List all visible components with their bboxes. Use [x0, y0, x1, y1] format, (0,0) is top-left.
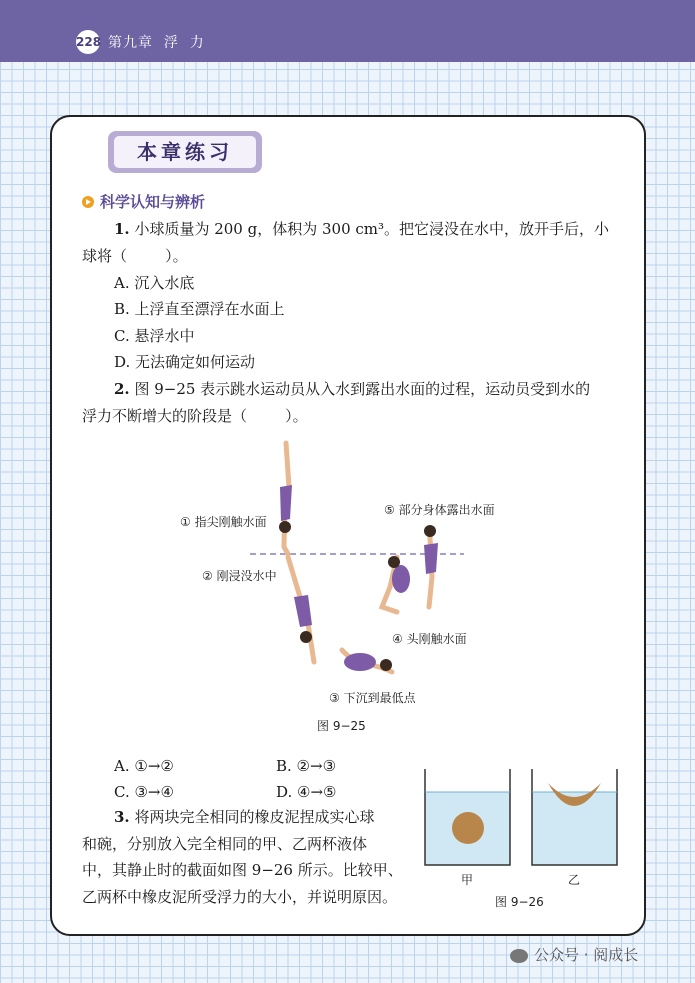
- label-stage-2: ② 刚浸没水中: [202, 569, 277, 583]
- q3-line4: 乙两杯中橡皮泥所受浮力的大小，并说明原因。: [82, 888, 398, 906]
- q1-option-d: D. 无法确定如何运动: [114, 353, 256, 371]
- cup-jia: [425, 769, 510, 865]
- label-stage-1: ① 指尖刚触水面: [180, 515, 267, 529]
- q1-number: 1.: [114, 220, 130, 238]
- q3-number: 3.: [114, 808, 130, 826]
- q3-text-1: 将两块完全相同的橡皮泥捏成实心球: [129, 808, 375, 826]
- q1-option-a: A. 沉入水底: [114, 274, 195, 292]
- q1-option-b: B. 上浮直至漂浮在水面上: [114, 300, 285, 318]
- q2-text-1: 图 9−25 表示跳水运动员从入水到露出水面的过程，运动员受到水的: [129, 380, 591, 398]
- figure-9-25-caption: 图 9−25: [317, 719, 366, 733]
- watermark-text: 公众号 · 阅成长: [534, 946, 639, 964]
- exercise-card: [50, 115, 646, 936]
- q2-number: 2.: [114, 380, 130, 398]
- q3-line1: [114, 807, 374, 827]
- section-heading-text: 科学认知与辨析: [100, 193, 206, 211]
- diver-1: [279, 443, 292, 554]
- q1-text-1: 小球质量为 200 g，体积为 300 cm³。把它浸没在水中，放开手后，小: [129, 220, 610, 238]
- q2-option-b: B. ②→③: [276, 757, 337, 775]
- page-header: [0, 0, 695, 62]
- diver-2: [288, 557, 314, 662]
- q2-option-d: D. ④→⑤: [276, 783, 337, 801]
- page-title: 本章练习: [114, 136, 256, 168]
- watermark: [510, 944, 638, 965]
- q3-line3: 中，其静止时的截面如图 9−26 所示。比较甲、: [82, 861, 403, 879]
- q1-option-c: C. 悬浮水中: [114, 327, 195, 345]
- q2-line2: 浮力不断增大的阶段是（ ）。: [82, 407, 308, 425]
- q2-option-c: C. ③→④: [114, 783, 174, 801]
- q2-option-a: A. ①→②: [114, 757, 174, 775]
- figure-9-26-caption: 图 9−26: [495, 895, 544, 909]
- diver-3: [342, 650, 392, 672]
- page-number: 228: [76, 30, 100, 54]
- cup-yi: [532, 769, 617, 865]
- label-stage-4: ④ 头刚触水面: [392, 632, 467, 646]
- diver-4: [382, 556, 410, 612]
- wechat-icon: [510, 949, 528, 963]
- label-stage-5: ⑤ 部分身体露出水面: [384, 503, 495, 517]
- q1-line2: 球将（ ）。: [82, 247, 188, 265]
- q3-line2: 和碗，分别放入完全相同的甲、乙两杯液体: [82, 835, 368, 853]
- diver-5: [424, 525, 438, 607]
- cups-figure: [417, 767, 637, 917]
- cup-label-jia: 甲: [461, 873, 474, 887]
- label-stage-3: ③ 下沉到最低点: [329, 691, 416, 705]
- clay-ball: [452, 812, 484, 844]
- chapter-title: 第九章 浮 力: [108, 35, 205, 51]
- diving-figure: [52, 117, 644, 737]
- cup-label-yi: 乙: [568, 873, 581, 887]
